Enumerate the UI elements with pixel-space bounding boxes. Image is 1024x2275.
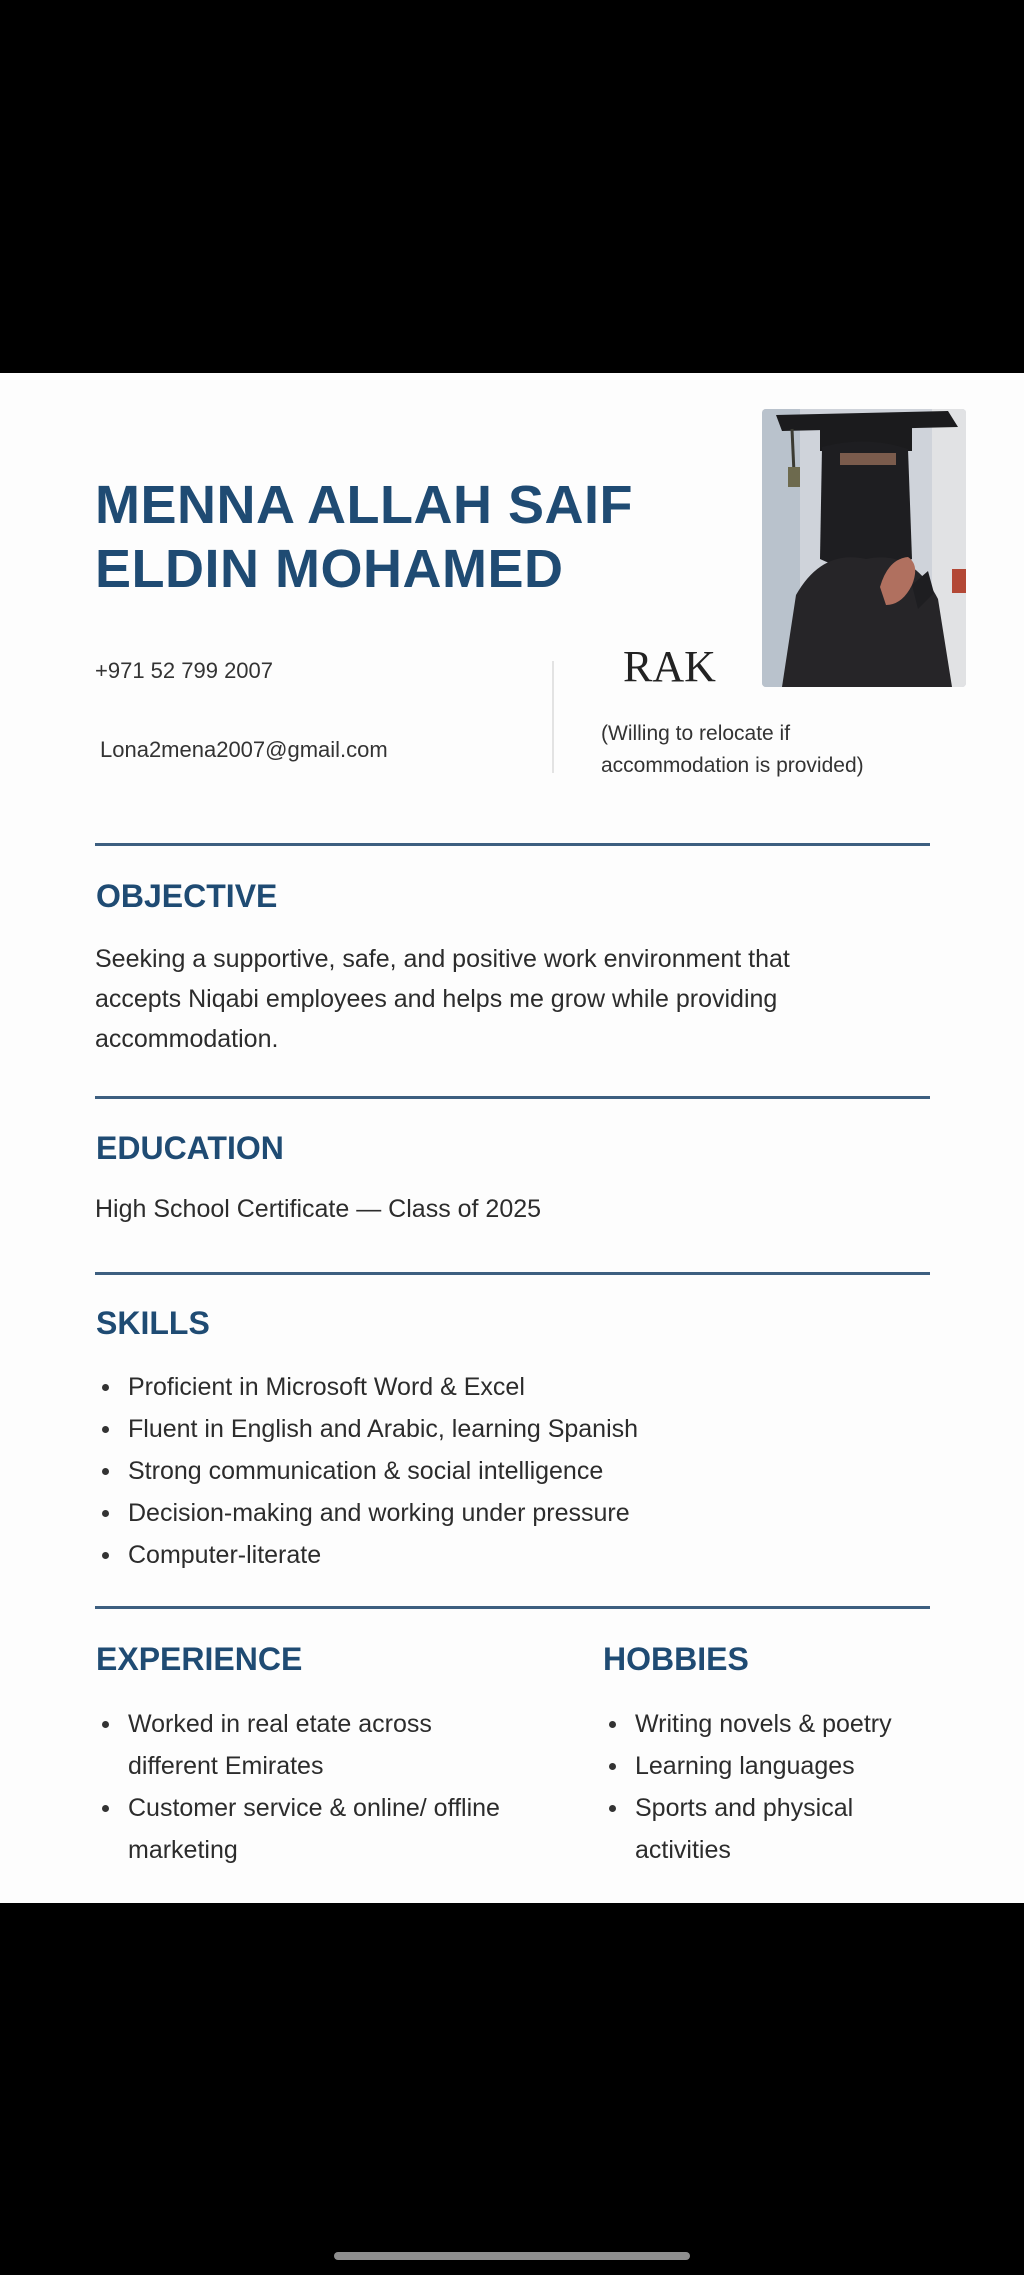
candidate-name [95, 473, 715, 601]
divider-experience [95, 1606, 930, 1609]
list-item: Fluent in English and Arabic, learning Spanish [96, 1408, 916, 1450]
contact-divider [552, 661, 554, 773]
list-item: Sports and physical activities [603, 1787, 943, 1871]
list-item: Learning languages [603, 1745, 943, 1787]
divider-objective [95, 843, 930, 846]
profile-photo-graphic [762, 409, 966, 687]
relocation-note-line-1: (Willing to relocate if [601, 722, 791, 745]
name-line-2: ELDIN MOHAMED [95, 539, 564, 599]
city-label: RAK [623, 642, 716, 691]
objective-line-2: accepts Niqabi employees and helps me grow while providing [95, 985, 778, 1013]
list-item: Computer-literate [96, 1534, 916, 1576]
divider-education [95, 1096, 930, 1099]
resume-page [0, 373, 1024, 1903]
profile-photo [762, 409, 966, 687]
home-indicator[interactable] [334, 2252, 690, 2260]
skills-title: SKILLS [96, 1305, 210, 1341]
education-text: High School Certificate — Class of 2025 [95, 1195, 542, 1223]
skills-list [96, 1366, 916, 1576]
list-item: Customer service & online/ offline marketing [96, 1787, 516, 1871]
objective-text [95, 939, 935, 1059]
name-line-1: MENNA ALLAH SAIF [95, 475, 633, 535]
experience-title: EXPERIENCE [96, 1641, 303, 1677]
objective-title: OBJECTIVE [96, 878, 278, 914]
list-item: Proficient in Microsoft Word & Excel [96, 1366, 916, 1408]
list-item: Strong communication & social intelligence [96, 1450, 916, 1492]
relocation-note [601, 718, 864, 782]
phone-number[interactable]: +971 52 799 2007 [95, 658, 274, 683]
education-title: EDUCATION [96, 1130, 284, 1166]
objective-line-3: accommodation. [95, 1025, 279, 1053]
objective-line-1: Seeking a supportive, safe, and positive work environment that [95, 945, 790, 973]
hobbies-list [603, 1703, 943, 1871]
email-address[interactable]: Lona2mena2007@gmail.com [100, 737, 388, 762]
hobbies-title: HOBBIES [603, 1641, 749, 1677]
list-item: Writing novels & poetry [603, 1703, 943, 1745]
list-item: Decision-making and working under pressure [96, 1492, 916, 1534]
experience-list [96, 1703, 516, 1871]
divider-skills [95, 1272, 930, 1275]
list-item: Worked in real etate across different Emirates [96, 1703, 516, 1787]
relocation-note-line-2: accommodation is provided) [601, 754, 864, 777]
